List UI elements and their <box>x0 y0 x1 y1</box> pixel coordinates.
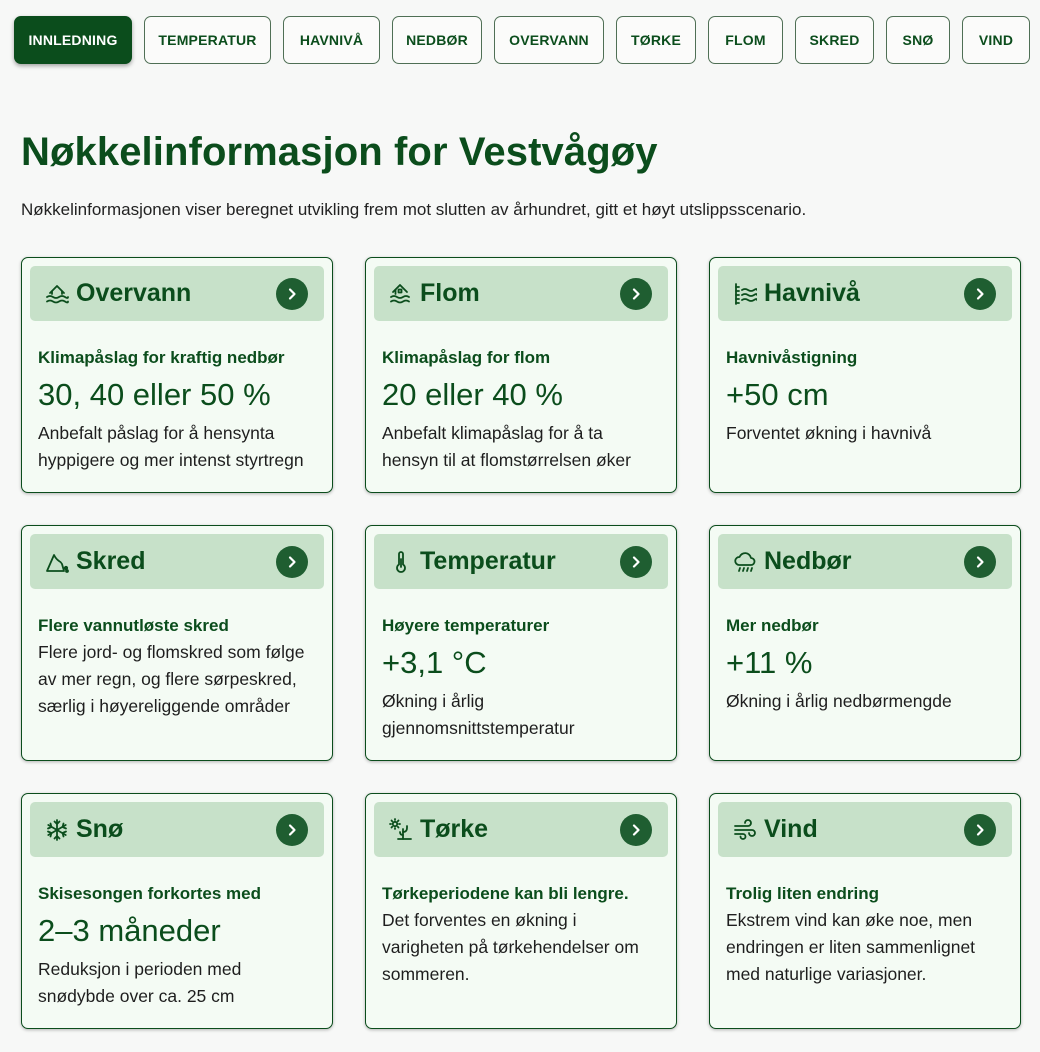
card-value: 2–3 måneder <box>38 913 221 948</box>
card-havniva[interactable] <box>709 257 1021 493</box>
arrow-right-icon[interactable] <box>964 278 996 310</box>
card-title: Temperatur <box>420 547 556 575</box>
card-title: Flom <box>420 279 480 307</box>
card-torke[interactable] <box>365 793 677 1029</box>
card-subtitle: Skisesongen forkortes med <box>38 884 261 903</box>
tab-torke[interactable]: TØRKE <box>616 16 696 64</box>
thermometer-icon <box>389 550 413 574</box>
card-vind[interactable] <box>709 793 1021 1029</box>
card-title: Vind <box>764 815 818 843</box>
arrow-right-icon[interactable] <box>620 814 652 846</box>
card-header <box>374 534 668 589</box>
card-temperatur[interactable] <box>365 525 677 761</box>
page-title: Nøkkelinformasjon for Vestvågøy <box>21 130 658 174</box>
landslide-icon <box>45 550 69 574</box>
card-value: 20 eller 40 % <box>382 377 563 412</box>
card-nedbor[interactable] <box>709 525 1021 761</box>
card-header <box>30 534 324 589</box>
card-subtitle: Tørkeperiodene kan bli lengre. <box>382 884 629 903</box>
card-title: Nedbør <box>764 547 852 575</box>
card-subtitle: Havnivåstigning <box>726 348 858 367</box>
arrow-right-icon[interactable] <box>276 278 308 310</box>
key-info-grid <box>21 257 1021 1029</box>
card-header <box>374 266 668 321</box>
card-value: +3,1 °C <box>382 645 487 680</box>
card-description: Reduksjon i perioden med snødybde over ca. 25 cm <box>38 959 242 1006</box>
wind-icon <box>733 818 757 842</box>
card-description: Økning i årlig nedbørmengde <box>726 691 952 711</box>
card-subtitle: Mer nedbør <box>726 616 819 635</box>
tab-vind[interactable]: VIND <box>962 16 1030 64</box>
tab-overvann[interactable]: OVERVANN <box>494 16 604 64</box>
card-header <box>30 266 324 321</box>
arrow-right-icon[interactable] <box>276 546 308 578</box>
tab-innledning[interactable]: INNLEDNING <box>14 16 132 64</box>
arrow-right-icon[interactable] <box>964 814 996 846</box>
card-title: Tørke <box>420 815 489 843</box>
card-subtitle: Klimapåslag for flom <box>382 348 551 367</box>
drought-icon <box>389 818 413 842</box>
card-subtitle: Flere vannutløste skred <box>38 616 229 635</box>
tab-flom[interactable]: FLOM <box>708 16 783 64</box>
arrow-right-icon[interactable] <box>620 546 652 578</box>
tab-nedbor[interactable]: NEDBØR <box>392 16 482 64</box>
card-sno[interactable] <box>21 793 333 1029</box>
sea-level-icon <box>733 282 757 306</box>
card-header <box>718 266 1012 321</box>
flood-icon <box>389 282 413 306</box>
card-title: Skred <box>76 547 146 575</box>
card-title: Snø <box>76 815 124 843</box>
card-value: +11 % <box>726 645 813 680</box>
tab-havniva[interactable]: HAVNIVÅ <box>283 16 380 64</box>
card-description: Forventet økning i havnivå <box>726 423 932 443</box>
card-description: Anbefalt påslag for å hensynta hyppigere og mer intenst styrtregn <box>38 423 304 470</box>
card-description: Ekstrem vind kan øke noe, men endringen er liten sammenlignet med naturlige variasjoner. <box>726 910 976 984</box>
card-flom[interactable] <box>365 257 677 493</box>
card-title: Overvann <box>76 279 192 307</box>
card-skred[interactable] <box>21 525 333 761</box>
card-header <box>718 534 1012 589</box>
card-subtitle: Klimapåslag for kraftig nedbør <box>38 348 285 367</box>
card-value: 30, 40 eller 50 % <box>38 377 271 412</box>
card-title: Havnivå <box>764 279 860 307</box>
rain-cloud-icon <box>733 550 757 574</box>
intro-text: Nøkkelinformasjonen viser beregnet utvikling frem mot slutten av århundret, gitt et høyt utslippsscenario. <box>21 200 807 219</box>
tab-skred[interactable]: SKRED <box>795 16 874 64</box>
overvann-icon <box>45 282 69 306</box>
tab-sno[interactable]: SNØ <box>886 16 950 64</box>
card-header <box>718 802 1012 857</box>
card-header <box>30 802 324 857</box>
arrow-right-icon[interactable] <box>620 278 652 310</box>
card-header <box>374 802 668 857</box>
card-subtitle: Trolig liten endring <box>726 884 879 903</box>
arrow-right-icon[interactable] <box>964 546 996 578</box>
card-description: Anbefalt klimapåslag for å ta hensyn til at flomstørrelsen øker <box>382 423 631 470</box>
card-value: +50 cm <box>726 377 829 412</box>
card-description: Økning i årlig gjennomsnittstemperatur <box>382 691 575 738</box>
arrow-right-icon[interactable] <box>276 814 308 846</box>
tab-temperatur[interactable]: TEMPERATUR <box>144 16 271 64</box>
snowflake-icon <box>45 818 69 842</box>
card-description: Flere jord- og flomskred som følge av mer regn, og flere sørpeskred, særlig i høyereliggende områder <box>38 642 305 716</box>
card-subtitle: Høyere temperaturer <box>382 616 550 635</box>
topic-tabs <box>14 16 1030 64</box>
card-description: Det forventes en økning i varigheten på tørkehendelser om sommeren. <box>382 910 639 984</box>
card-overvann[interactable] <box>21 257 333 493</box>
